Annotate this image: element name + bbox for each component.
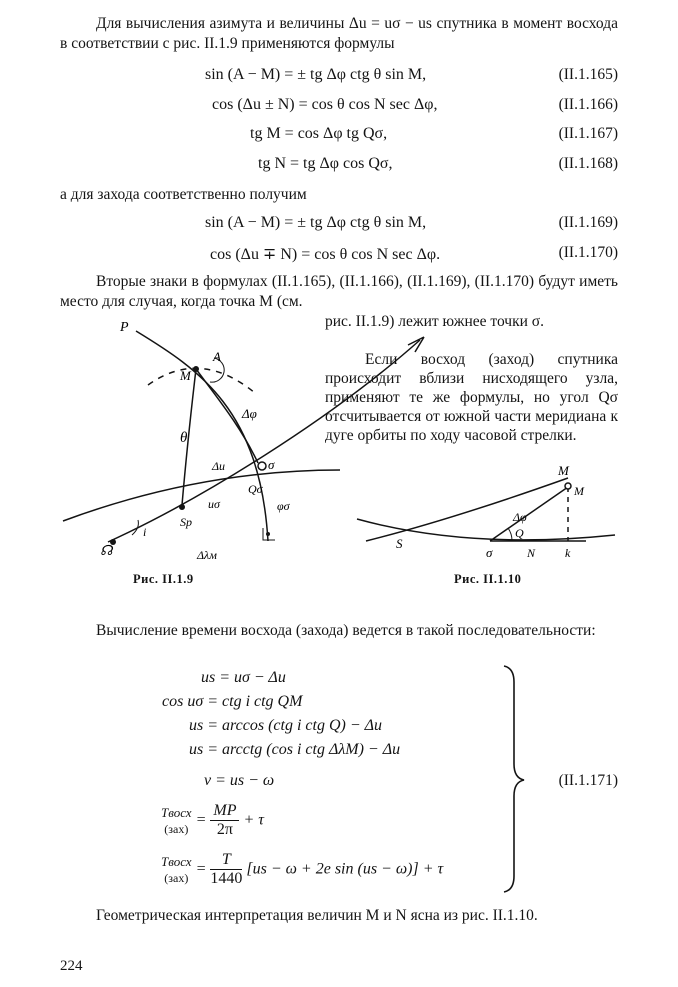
equation-167: tg M = cos Δφ tg Qσ, (250, 125, 388, 142)
fig9-label-dphi: Δφ (242, 406, 257, 421)
fig9-label-theta: θ (180, 430, 188, 446)
fig9-label-m: M (180, 368, 191, 383)
fig9-label-us: uσ (208, 497, 220, 511)
fig9-label-dlambda: Δλм (197, 548, 217, 562)
equation-number-166: (II.1.166) (558, 96, 618, 113)
fig9-label-p: P (120, 320, 129, 335)
system-line-3: us = arccos (ctg i ctg Q) − Δu (189, 717, 383, 734)
fig10-label-k: k (565, 546, 571, 560)
side-text-2: Если восход (заход) спутника происходит вблизи нисходящего узла, применяют те же формулы, но угол Qσ отсчитывается от южной части меридиана к дуге орбиты по ходу часовой стрелки. (325, 351, 618, 444)
system-line-2: cos uσ = ctg i ctg QM (162, 693, 303, 710)
system-brace (500, 664, 530, 894)
side-text-1: рис. II.1.9) лежит южнее точки σ. (325, 313, 545, 330)
fig9-label-a: A (213, 349, 221, 364)
equation-166: cos (Δu ± N) = cos θ cos N sec Δφ, (212, 96, 438, 113)
fig10-point-m (565, 483, 571, 489)
fig9-label-node: ☊ (100, 544, 113, 559)
fig10-label-m1: M (558, 463, 569, 478)
final-paragraph: Геометрическая интерпретация величин M и N ясна из рис. II.1.10. (96, 907, 538, 924)
equation-170: cos (Δu ∓ N) = cos θ cos N sec Δφ. (210, 246, 441, 263)
fig10-label-s: S (396, 536, 403, 551)
fig9-label-i: i (143, 525, 147, 539)
fig9-label-qs: Qσ (248, 482, 263, 496)
system-t1-sub: (зах) (164, 821, 189, 836)
equation-165: sin (A − M) = ± tg Δφ ctg θ sin M, (205, 66, 427, 83)
equation-number-165: (II.1.165) (558, 66, 618, 83)
figure-9-caption: Рис. II.1.9 (133, 572, 194, 586)
second-signs-paragraph: Вторые знаки в формулах (II.1.165), (II.1.166), (II.1.169), (II.1.170) будут иметь место для случая, когда точка M (см. (60, 273, 618, 310)
system-line-5: v = us − ω (204, 772, 275, 789)
fig9-label-sigma: σ (268, 457, 275, 472)
fig9-label-du: Δu (212, 459, 226, 473)
system-line-4: us = arcctg (cos i ctg ΔλM) − Δu (189, 741, 401, 758)
page-number: 224 (60, 958, 83, 974)
system-t2-lhs: Tвосх (161, 853, 192, 869)
fig9-label-sp: Sp (180, 515, 192, 529)
system-t2-tail: [us − ω + 2e sin (us − ω)] + τ (246, 860, 444, 878)
fig9-label-phis: φσ (277, 499, 290, 513)
system-t1-den: 2π (216, 821, 233, 838)
system-t1-num: MP (210, 802, 239, 821)
equation-number-170: (II.1.170) (558, 244, 618, 261)
system-line-1: us = uσ − Δu (201, 669, 286, 686)
fig10-label-m2: M (574, 484, 584, 498)
equation-number-169: (II.1.169) (558, 214, 618, 231)
system-t2-num: T (210, 851, 242, 870)
equation-number-167: (II.1.167) (558, 125, 618, 142)
equation-number-168: (II.1.168) (558, 155, 618, 172)
fig10-label-sigma: σ (486, 545, 493, 560)
system-t1-tail: + τ (243, 811, 265, 829)
system-t1-lhs: Tвосх (161, 804, 192, 820)
system-t2-sub: (зах) (164, 870, 189, 885)
fig10-diagonal (490, 487, 568, 541)
fig10-label-q: Q (515, 526, 524, 540)
fig10-label-n: N (527, 546, 536, 560)
equation-169: sin (A − M) = ± tg Δφ ctg θ sin M, (205, 214, 427, 231)
system-t1: Tвосх (зах) = $\frac{MP}{2\pi}$ + τ (161, 802, 265, 838)
system-t2-den: 1440 (210, 870, 243, 887)
fig10-label-dphi: Δφ (513, 510, 527, 524)
figure-10-caption: Рис. II.1.10 (454, 572, 522, 586)
set-intro: а для захода соответственно получим (60, 186, 307, 203)
time-intro-paragraph: Вычисление времени восхода (захода) ведется в такой последовательности: (96, 622, 596, 639)
equation-168: tg N = tg Δφ cos Qσ, (258, 155, 393, 172)
system-t2: Tвосх (зах) = $\frac{T}{1440}$ [us − ω + 2e sin (us − ω)] + τ (161, 851, 444, 887)
fig10-orbit-arc (366, 478, 568, 541)
intro-paragraph: Для вычисления азимута и величины Δu = uσ − us спутника в момент восхода в соответствии с рис. II.1.9 применяются формулы (60, 15, 618, 52)
equation-number-171: (II.1.171) (558, 772, 618, 789)
